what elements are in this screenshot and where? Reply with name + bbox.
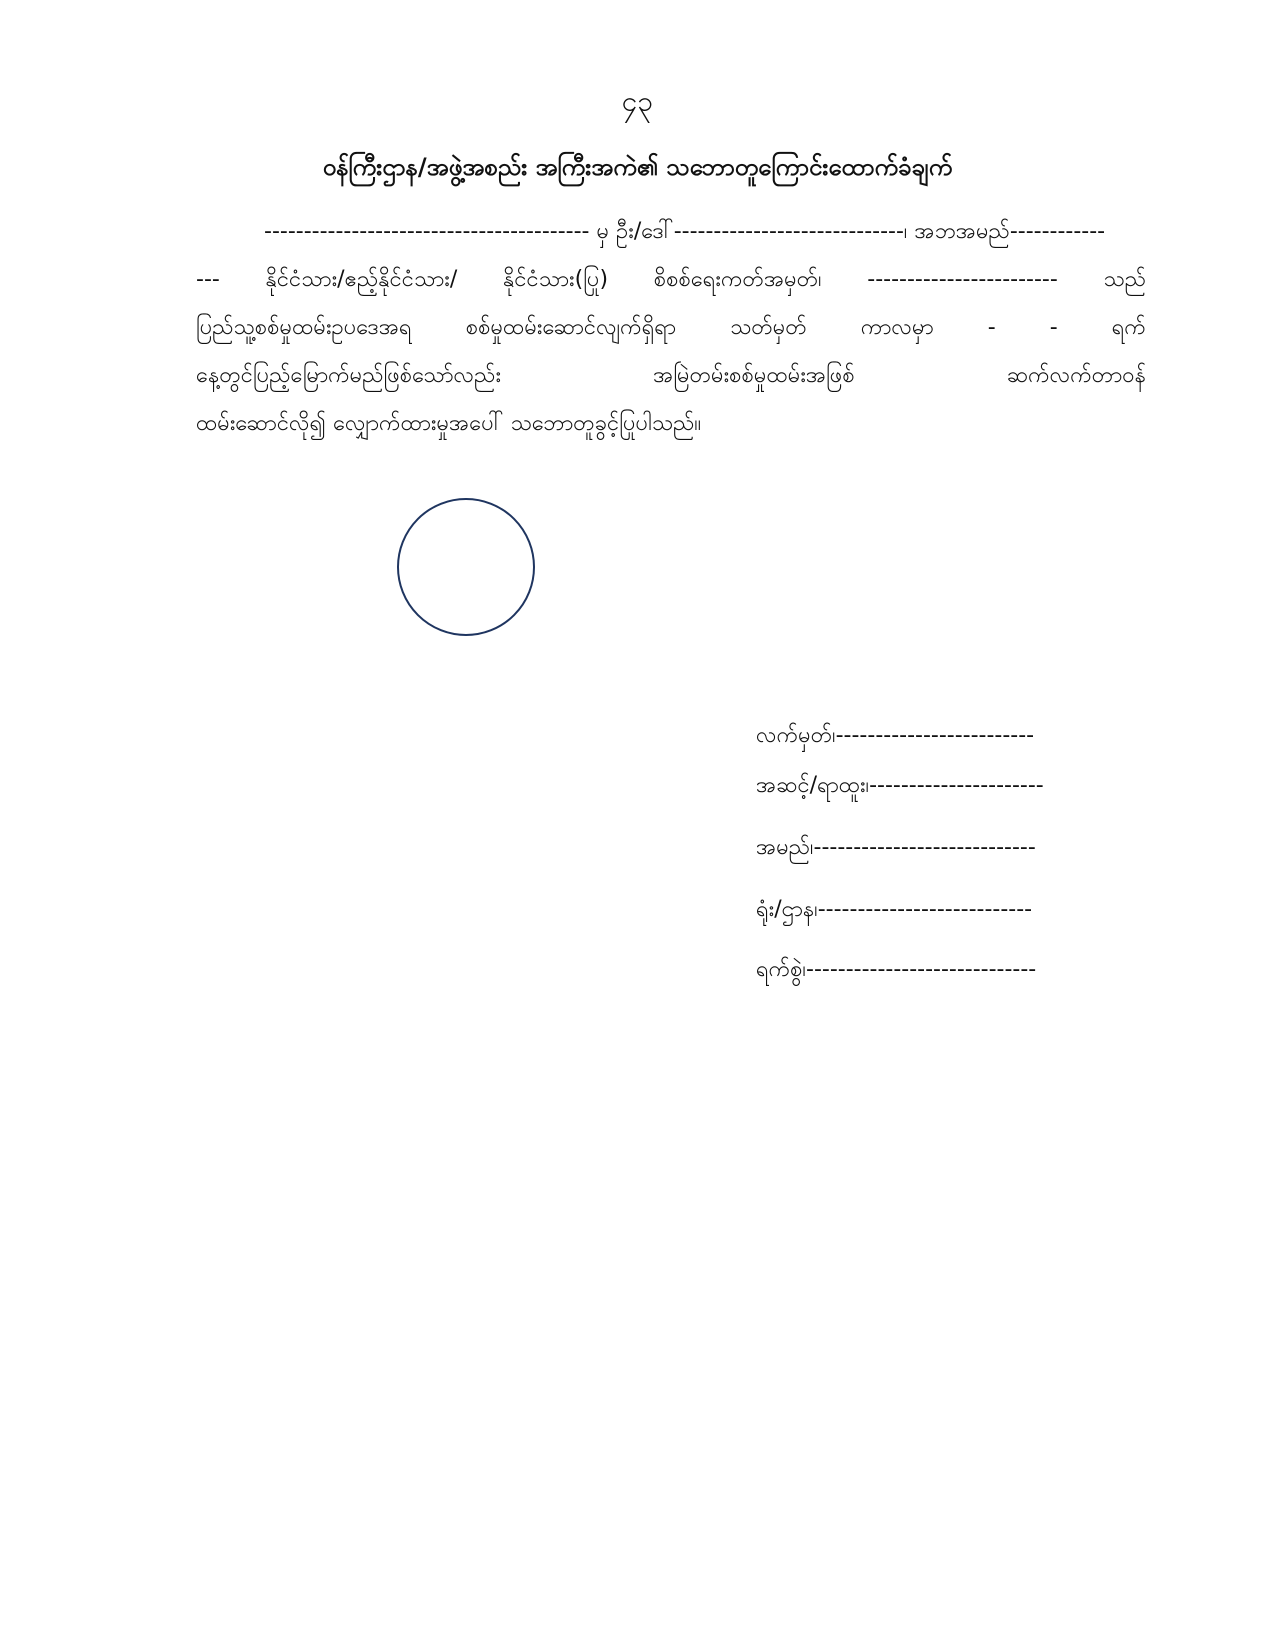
line-3-word: ရက် — [1111, 315, 1146, 340]
line-2-word: နိုင်ငံသား(ပြု) — [502, 267, 609, 292]
rank-position-field: အဆင့်/ရာထူး၊---------------------- — [756, 773, 1044, 798]
line-3-word: - — [987, 315, 996, 340]
line-2-word: သည် — [1103, 267, 1146, 292]
signature-block — [756, 718, 1176, 1002]
line-2-word: --- — [196, 267, 220, 292]
document-title: ဝန်ကြီးဌာန/အဖွဲ့အစည်း အကြီးအကဲ၏ သဘောတူကြောင်းထောက်ခံချက် — [322, 153, 953, 181]
name-field: အမည်၊---------------------------- — [756, 835, 1036, 860]
date-field: ရက်စွဲ၊----------------------------- — [756, 957, 1037, 982]
line-3-word: စစ်မှုထမ်းဆောင်လျက်ရှိရာ — [465, 315, 677, 340]
paragraph-line-3 — [196, 304, 1146, 352]
line-3-word: ပြည်သူ့စစ်မှုထမ်းဥပဒေအရ — [196, 315, 412, 340]
line-3-word: သတ်မှတ် — [730, 315, 807, 340]
official-seal-circle — [397, 498, 535, 636]
line-4-word: နေ့တွင်ပြည့်မြောက်မည်ဖြစ်သော်လည်း — [196, 363, 502, 388]
paragraph-line-4 — [196, 352, 1146, 400]
line-2-word: နိုင်ငံသား/ဧည့်နိုင်ငံသား/ — [265, 267, 458, 292]
certification-paragraph — [196, 208, 1146, 448]
line-2-word: စိစစ်ရေးကတ်အမှတ်၊ — [653, 267, 822, 292]
line-4-word: ဆက်လက်တာဝန် — [1006, 363, 1146, 388]
paragraph-line-2 — [196, 256, 1146, 304]
line-4-word: အမြဲတမ်းစစ်မှုထမ်းအဖြစ် — [653, 363, 855, 388]
page-number: ၄၃ — [621, 85, 654, 118]
paragraph-line-5: ထမ်းဆောင်လို၍ လျှောက်ထားမှုအပေါ် သဘောတူခွင့်ပြုပါသည်။ — [196, 411, 702, 436]
line-3-word: - — [1049, 315, 1058, 340]
line-3-word: ကာလမှာ — [860, 315, 934, 340]
line-2-word: ------------------------ — [867, 267, 1058, 292]
paragraph-line-1: ----------------------------------------- မှ ဦး/ဒေါ်-----------------------------၊ အဘအမည်------------ — [264, 219, 1106, 244]
office-department-field: ရုံး/ဌာန၊--------------------------- — [756, 897, 1033, 922]
signature-field: လက်မှတ်၊------------------------- — [756, 723, 1035, 748]
